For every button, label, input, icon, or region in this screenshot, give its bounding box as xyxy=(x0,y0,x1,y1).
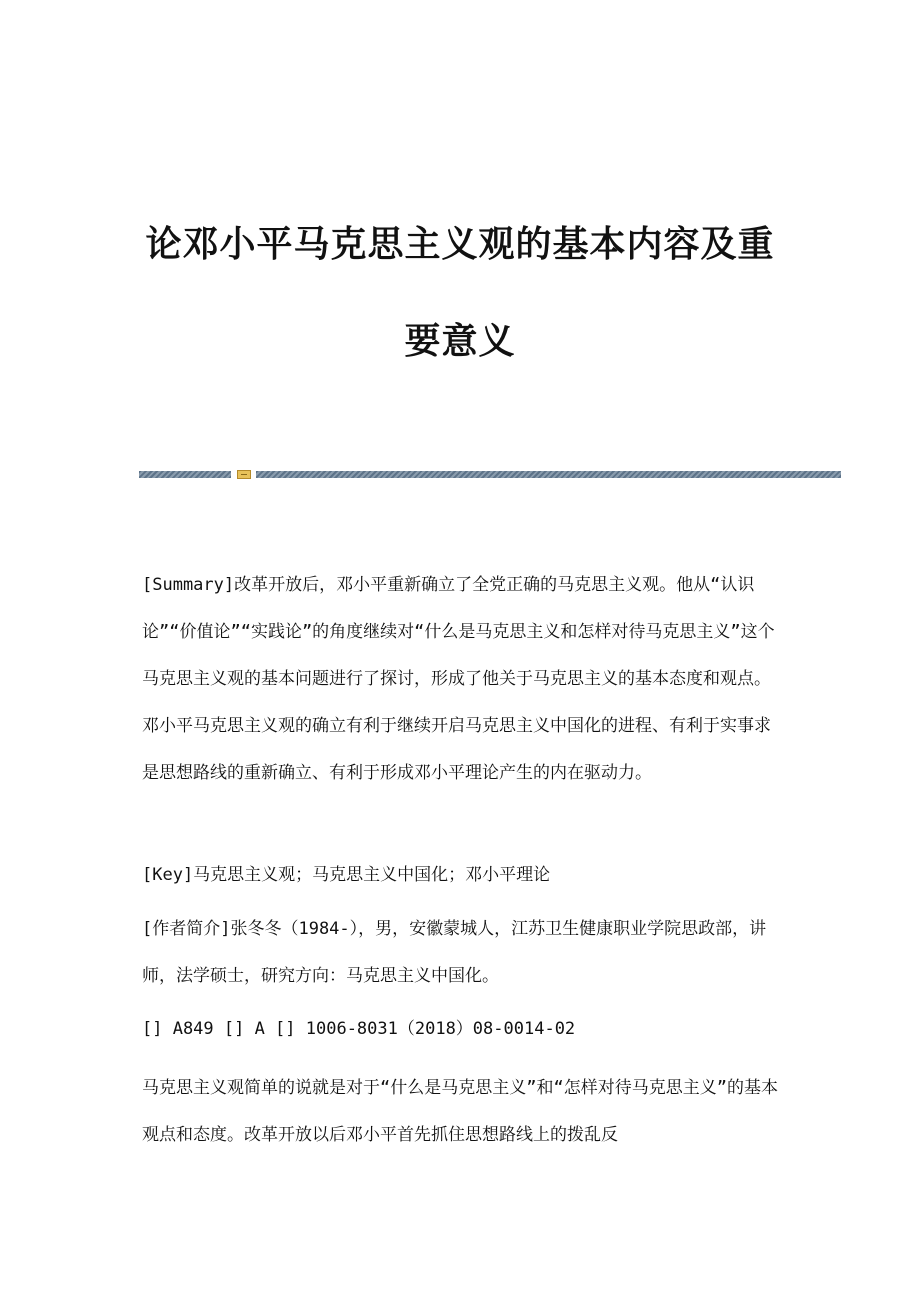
keywords-paragraph: [Key]马克思主义观；马克思主义中国化；邓小平理论 xyxy=(142,865,551,885)
divider-ornament-icon xyxy=(237,470,251,479)
intro-paragraph: 马克思主义观简单的说就是对于“什么是马克思主义”和“怎样对待马克思主义”的基本观点和态度。改革开放以后邓小平首先抓住思想路线上的拨乱反 xyxy=(142,1078,778,1145)
classification-line: [] A849 [] A [] 1006-8031（2018）08-0014-02 xyxy=(142,1019,576,1039)
divider-left-segment xyxy=(139,471,231,478)
summary-paragraph: [Summary]改革开放后，邓小平重新确立了全党正确的马克思主义观。他从“认识论”“价值论”“实践论”的角度继续对“什么是马克思主义和怎样对待马克思主义”这个马克思主义观的基本问题进行了探讨，形成了他关于马克思主义的基本态度和观点。邓小平马克思主义观的确立有利于继续开启马克思主义中国化的进程、有利于实事求是思想路线的重新确立、有利于形成邓小平理论产生的内在驱动力。 xyxy=(142,575,775,783)
decorative-divider xyxy=(139,470,841,479)
author-bio-paragraph: [作者简介]张冬冬（1984-），男，安徽蒙城人，江苏卫生健康职业学院思政部，讲师，法学硕士，研究方向：马克思主义中国化。 xyxy=(142,919,767,986)
divider-right-segment xyxy=(256,471,841,478)
document-title-line-1: 论邓小平马克思主义观的基本内容及重 xyxy=(145,223,775,265)
document-title-line-2: 要意义 xyxy=(404,320,516,362)
